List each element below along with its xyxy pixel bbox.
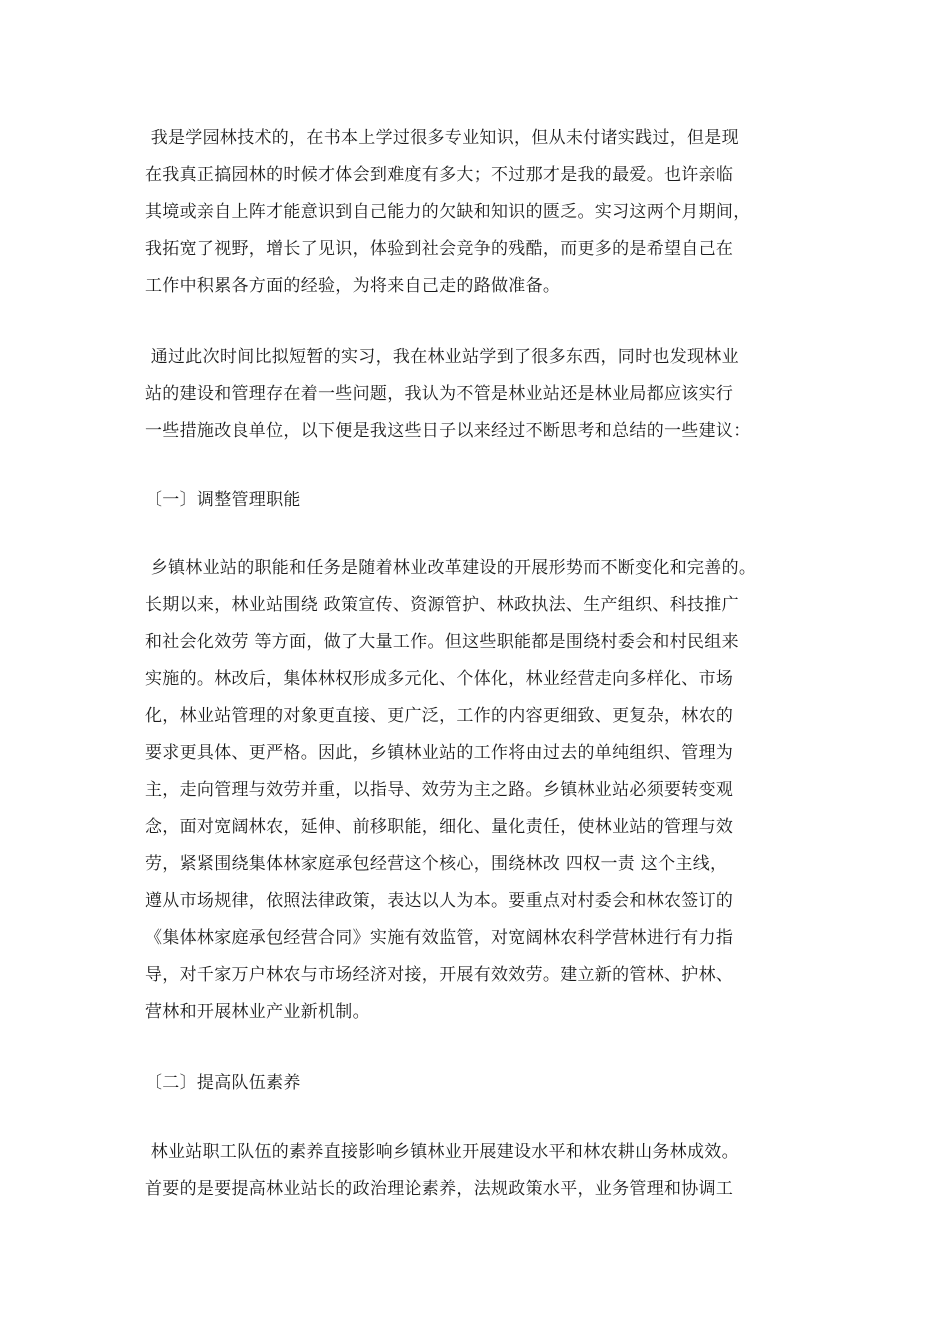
paragraph-1-line: 我拓宽了视野，增长了见识，体验到社会竞争的残酷，而更多的是希望自己在 [145,239,734,259]
paragraph-3-line: 导，对千家万户林农与市场经济对接，开展有效效劳。建立新的管林、护林、 [145,965,734,985]
section-heading: 〔二〕提高队伍素养 [145,1073,301,1093]
paragraph-1-line: 我是学园林技术的，在书本上学过很多专业知识，但从未付诸实践过，但是现 [145,128,739,148]
paragraph-3-line: 营林和开展林业产业新机制。 [145,1002,370,1022]
paragraph-3-line: 遵从市场规律，依照法律政策，表达以人为本。要重点对村委会和林农签订的 [145,891,734,911]
paragraph-4-line: 首要的是要提高林业站长的政治理论素养，法规政策水平，业务管理和协调工 [145,1179,734,1199]
paragraph-1-line: 其境或亲自上阵才能意识到自己能力的欠缺和知识的匮乏。实习这两个月期间， [145,202,751,222]
paragraph-2-line: 站的建设和管理存在着一些问题，我认为不管是林业站还是林业局都应该实行 [145,384,734,404]
paragraph-4-line: 林业站职工队伍的素养直接影响乡镇林业开展建设水平和林农耕山务林成效。 [145,1142,739,1162]
paragraph-3-line: 乡镇林业站的职能和任务是随着林业改革建设的开展形势而不断变化和完善的。 [145,558,757,578]
paragraph-3-line: 化，林业站管理的对象更直接、更广泛，工作的内容更细致、更复杂，林农的 [145,706,734,726]
paragraph-3-line: 长期以来，林业站围绕 政策宣传、资源管护、林政执法、生产组织、科技推广 [145,595,739,615]
paragraph-3-line: 主，走向管理与效劳并重，以指导、效劳为主之路。乡镇林业站必须要转变观 [145,780,734,800]
paragraph-3-line: 要求更具体、更严格。因此，乡镇林业站的工作将由过去的单纯组织、管理为 [145,743,734,763]
paragraph-3-line: 和社会化效劳 等方面，做了大量工作。但这些职能都是围绕村委会和村民组来 [145,632,739,652]
paragraph-2-line: 通过此次时间比拟短暂的实习，我在林业站学到了很多东西，同时也发现林业 [145,347,739,367]
paragraph-3-line: 实施的。林改后，集体林权形成多元化、个体化，林业经营走向多样化、市场 [145,669,734,689]
paragraph-3-line: 《集体林家庭承包经营合同》实施有效监管，对宽阔林农科学营林进行有力指 [145,928,734,948]
paragraph-2-line: 一些措施改良单位，以下便是我这些日子以来经过不断思考和总结的一些建议： [145,421,751,441]
paragraph-1-line: 在我真正搞园林的时候才体会到难度有多大；不过那才是我的最爱。也许亲临 [145,165,734,185]
paragraph-1-line: 工作中积累各方面的经验，为将来自己走的路做准备。 [145,276,561,296]
section-heading: 〔一〕调整管理职能 [145,490,301,510]
paragraph-3-line: 劳，紧紧围绕集体林家庭承包经营这个核心，围绕林改 四权一责 这个主线， [145,854,728,874]
paragraph-3-line: 念，面对宽阔林农，延伸、前移职能，细化、量化责任，使林业站的管理与效 [145,817,734,837]
